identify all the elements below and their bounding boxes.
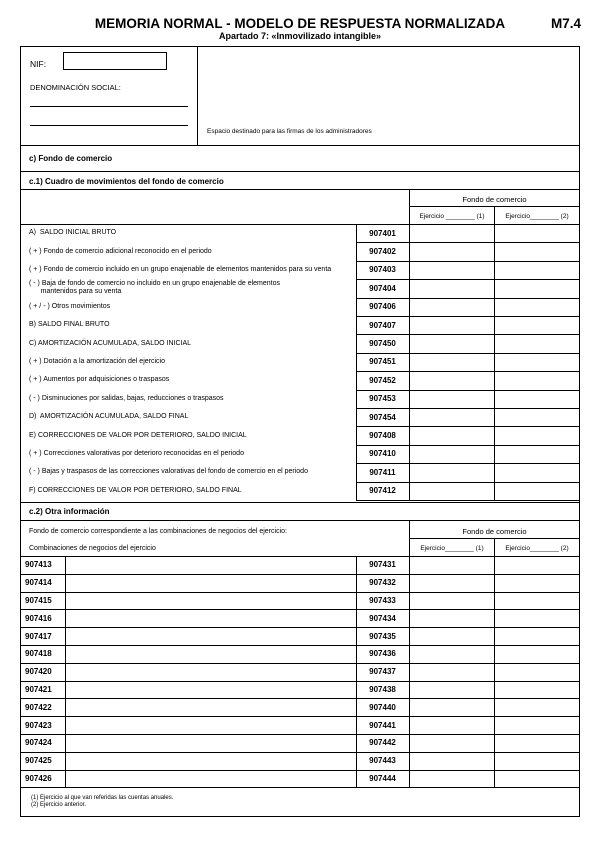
- business-combination-field[interactable]: [65, 752, 356, 770]
- business-combination-field[interactable]: [65, 770, 356, 788]
- value-cell-current[interactable]: [410, 242, 494, 260]
- form-code: M7.4: [550, 16, 581, 31]
- table-row: [21, 445, 579, 463]
- nif-label: NIF:: [30, 59, 47, 69]
- section-c1-title: c.1) Cuadro de movimientos del fondo de comercio: [29, 177, 224, 186]
- table-row: [21, 426, 579, 444]
- business-combination-field[interactable]: [65, 645, 356, 663]
- row-label: E) CORRECCIONES DE VALOR POR DETERIORO, SALDO INICIAL: [29, 431, 247, 439]
- value-cell-current[interactable]: [410, 609, 494, 627]
- table-row: [21, 408, 579, 426]
- page-subtitle: Apartado 7: «Inmovilizado intangible»: [218, 31, 382, 41]
- value-cell-current[interactable]: [410, 371, 494, 389]
- divider: [494, 224, 495, 500]
- value-cell-current[interactable]: [410, 734, 494, 752]
- divider: [409, 224, 410, 500]
- table-row: [21, 592, 579, 610]
- table-row: [21, 645, 579, 663]
- row-label: ( - ) Disminuciones por salidas, bajas, reducciones o traspasos: [29, 394, 224, 402]
- table-row: [21, 609, 579, 627]
- table-row: [21, 752, 579, 770]
- row-label: D) AMORTIZACIÓN ACUMULADA, SALDO FINAL: [29, 413, 189, 421]
- table-row: [21, 463, 579, 481]
- right-code: 907444: [369, 773, 396, 783]
- row-code: 907410: [369, 449, 396, 459]
- c2-col2-header: Ejercicio________ (2): [505, 545, 569, 552]
- value-cell-current[interactable]: [410, 408, 494, 426]
- business-combination-field[interactable]: [65, 734, 356, 752]
- left-code: 907422: [25, 702, 52, 712]
- page-title: MEMORIA NORMAL - MODELO DE RESPUESTA NORMALIZADA: [94, 16, 506, 31]
- table-row: [21, 716, 579, 734]
- value-cell-previous[interactable]: [495, 627, 579, 645]
- right-code: 907433: [369, 595, 396, 605]
- row-label: C) AMORTIZACIÓN ACUMULADA, SALDO INICIAL: [29, 339, 192, 347]
- value-cell-previous[interactable]: [495, 752, 579, 770]
- value-cell-previous[interactable]: [495, 734, 579, 752]
- row-code: 907454: [369, 412, 396, 422]
- divider: [21, 145, 579, 146]
- value-cell-current[interactable]: [410, 574, 494, 592]
- table-row: [21, 371, 579, 389]
- value-cell-previous[interactable]: [495, 698, 579, 716]
- divider: [21, 502, 579, 503]
- table-row: [21, 261, 579, 279]
- firmas-text: Espacio destinado para las firmas de los administradores: [207, 128, 372, 135]
- value-cell-previous[interactable]: [495, 463, 579, 481]
- value-cell-previous[interactable]: [495, 279, 579, 297]
- value-cell-current[interactable]: [410, 334, 494, 352]
- value-cell-previous[interactable]: [495, 316, 579, 334]
- value-cell-current[interactable]: [410, 279, 494, 297]
- left-code: 907418: [25, 649, 52, 659]
- row-code: 907406: [369, 302, 396, 312]
- business-combination-field[interactable]: [65, 681, 356, 699]
- value-cell-previous[interactable]: [495, 445, 579, 463]
- value-cell-current[interactable]: [410, 681, 494, 699]
- value-cell-previous[interactable]: [495, 298, 579, 316]
- business-combination-field[interactable]: [65, 556, 356, 574]
- divider: [356, 224, 357, 500]
- value-cell-current[interactable]: [410, 556, 494, 574]
- value-cell-previous[interactable]: [495, 681, 579, 699]
- value-cell-current[interactable]: [410, 445, 494, 463]
- row-code: 907401: [369, 228, 396, 238]
- left-code: 907417: [25, 631, 52, 641]
- row-label: ( - ) Baja de fondo de comercio no incluido en un grupo enajenable de elementos mantenidos para su venta: [29, 280, 280, 296]
- value-cell-previous[interactable]: [495, 574, 579, 592]
- row-label: ( + ) Dotación a la amortización del ejercicio: [29, 357, 165, 365]
- business-combination-field[interactable]: [65, 663, 356, 681]
- left-code: 907425: [25, 756, 52, 766]
- row-code: 907412: [369, 486, 396, 496]
- row-label: ( + ) Fondo de comercio incluido en un grupo enajenable de elementos mantenidos para su venta: [29, 265, 332, 273]
- table-row: [21, 681, 579, 699]
- divider: [21, 189, 579, 190]
- row-code: 907450: [369, 339, 396, 349]
- c2-group-header: Fondo de comercio: [462, 527, 527, 536]
- right-code: 907438: [369, 684, 396, 694]
- value-cell-previous[interactable]: [495, 261, 579, 279]
- value-cell-current[interactable]: [410, 426, 494, 444]
- value-cell-previous[interactable]: [495, 371, 579, 389]
- value-cell-current[interactable]: [410, 463, 494, 481]
- section-c2-title: c.2) Otra información: [29, 507, 110, 516]
- divider: [21, 520, 579, 521]
- divider: [494, 556, 495, 787]
- left-code: 907423: [25, 720, 52, 730]
- business-combination-field[interactable]: [65, 609, 356, 627]
- business-combination-field[interactable]: [65, 716, 356, 734]
- value-cell-previous[interactable]: [495, 609, 579, 627]
- c1-col2-header: Ejercicio________ (2): [505, 213, 569, 220]
- value-cell-current[interactable]: [410, 298, 494, 316]
- divider: [356, 556, 357, 787]
- value-cell-current[interactable]: [410, 224, 494, 242]
- table-row: [21, 482, 579, 500]
- c1-group-header: Fondo de comercio: [462, 195, 527, 204]
- business-combination-field[interactable]: [65, 627, 356, 645]
- value-cell-previous[interactable]: [495, 770, 579, 788]
- value-cell-current[interactable]: [410, 645, 494, 663]
- value-cell-current[interactable]: [410, 698, 494, 716]
- row-label: ( + ) Correcciones valorativas por deterioro reconocidas en el periodo: [29, 449, 244, 457]
- table-row: [21, 770, 579, 788]
- value-cell-previous[interactable]: [495, 592, 579, 610]
- denominacion-label: DENOMINACIÓN SOCIAL:: [30, 83, 121, 92]
- divider: [409, 556, 410, 787]
- row-code: 907408: [369, 431, 396, 441]
- value-cell-previous[interactable]: [495, 390, 579, 408]
- left-code: 907421: [25, 684, 52, 694]
- left-code: 907424: [25, 738, 52, 748]
- section-c-title: c) Fondo de comercio: [29, 154, 113, 163]
- denominacion-line-1[interactable]: [30, 106, 188, 107]
- right-code: 907436: [369, 649, 396, 659]
- table-row: [21, 627, 579, 645]
- left-code: 907413: [25, 560, 52, 570]
- table-row: [21, 353, 579, 371]
- row-code: 907452: [369, 375, 396, 385]
- c2-sublabel: Combinaciones de negocios del ejercicio: [29, 545, 156, 552]
- value-cell-previous[interactable]: [495, 242, 579, 260]
- right-code: 907431: [369, 560, 396, 570]
- row-label: ( - ) Bajas y traspasos de las correcciones valorativas del fondo de comercio en el periodo: [29, 468, 308, 476]
- row-code: 907402: [369, 247, 396, 257]
- footnote-1: (1) Ejercicio al que van referidas las cuentas anuales.: [31, 795, 174, 801]
- value-cell-current[interactable]: [410, 663, 494, 681]
- right-code: 907443: [369, 756, 396, 766]
- value-cell-current[interactable]: [410, 316, 494, 334]
- row-label: ( + ) Aumentos por adquisiciones o traspasos: [29, 376, 170, 384]
- left-code: 907414: [25, 578, 52, 588]
- row-label: ( + / - ) Otros movimientos: [29, 302, 111, 310]
- business-combination-field[interactable]: [65, 698, 356, 716]
- row-code: 907453: [369, 394, 396, 404]
- value-cell-current[interactable]: [410, 353, 494, 371]
- table-row: [21, 334, 579, 352]
- row-label: B) SALDO FINAL BRUTO: [29, 321, 110, 329]
- nif-field[interactable]: [63, 52, 167, 70]
- business-combination-field[interactable]: [65, 592, 356, 610]
- row-label: A) SALDO INICIAL BRUTO: [29, 229, 117, 237]
- table-row: [21, 390, 579, 408]
- table-row: [21, 242, 579, 260]
- footnote-2: (2) Ejercicio anterior.: [31, 802, 87, 808]
- business-combination-field[interactable]: [65, 574, 356, 592]
- left-code: 907426: [25, 773, 52, 783]
- value-cell-previous[interactable]: [495, 426, 579, 444]
- right-code: 907440: [369, 702, 396, 712]
- form-frame: [20, 46, 580, 817]
- table-row: [21, 574, 579, 592]
- row-code: 907411: [369, 467, 396, 477]
- table-row: [21, 279, 579, 297]
- value-cell-current[interactable]: [410, 770, 494, 788]
- value-cell-current[interactable]: [410, 716, 494, 734]
- right-code: 907434: [369, 613, 396, 623]
- divider: [356, 500, 579, 501]
- right-code: 907441: [369, 720, 396, 730]
- right-code: 907437: [369, 667, 396, 677]
- table-row: [21, 663, 579, 681]
- divider: [21, 171, 579, 172]
- denominacion-line-2[interactable]: [30, 125, 188, 126]
- row-code: 907403: [369, 265, 396, 275]
- divider: [65, 556, 66, 787]
- value-cell-previous[interactable]: [495, 353, 579, 371]
- table-row: [21, 698, 579, 716]
- value-cell-current[interactable]: [410, 627, 494, 645]
- c1-col1-header: Ejercicio ________ (1): [419, 213, 485, 220]
- value-cell-previous[interactable]: [495, 408, 579, 426]
- divider: [21, 787, 579, 788]
- value-cell-previous[interactable]: [495, 663, 579, 681]
- value-cell-previous[interactable]: [495, 556, 579, 574]
- c2-desc: Fondo de comercio correspondiente a las combinaciones de negocios del ejercicio:: [29, 528, 287, 535]
- value-cell-current[interactable]: [410, 592, 494, 610]
- firmas-area[interactable]: [198, 47, 580, 145]
- value-cell-previous[interactable]: [495, 716, 579, 734]
- c2-col1-header: Ejercicio________ (1): [420, 545, 484, 552]
- right-code: 907432: [369, 578, 396, 588]
- table-row: [21, 298, 579, 316]
- left-code: 907420: [25, 667, 52, 677]
- row-code: 907451: [369, 357, 396, 367]
- value-cell-current[interactable]: [410, 261, 494, 279]
- value-cell-current[interactable]: [410, 752, 494, 770]
- table-row: [21, 734, 579, 752]
- right-code: 907442: [369, 738, 396, 748]
- value-cell-previous[interactable]: [495, 645, 579, 663]
- row-label: ( + ) Fondo de comercio adicional reconocido en el periodo: [29, 247, 212, 255]
- row-code: 907407: [369, 320, 396, 330]
- left-code: 907416: [25, 613, 52, 623]
- value-cell-previous[interactable]: [495, 224, 579, 242]
- table-row: [21, 556, 579, 574]
- row-code: 907404: [369, 283, 396, 293]
- table-row: [21, 224, 579, 242]
- value-cell-current[interactable]: [410, 390, 494, 408]
- right-code: 907435: [369, 631, 396, 641]
- table-row: [21, 316, 579, 334]
- value-cell-previous[interactable]: [495, 482, 579, 500]
- value-cell-current[interactable]: [410, 482, 494, 500]
- left-code: 907415: [25, 595, 52, 605]
- row-label: F) CORRECCIONES DE VALOR POR DETERIORO, SALDO FINAL: [29, 486, 242, 494]
- value-cell-previous[interactable]: [495, 334, 579, 352]
